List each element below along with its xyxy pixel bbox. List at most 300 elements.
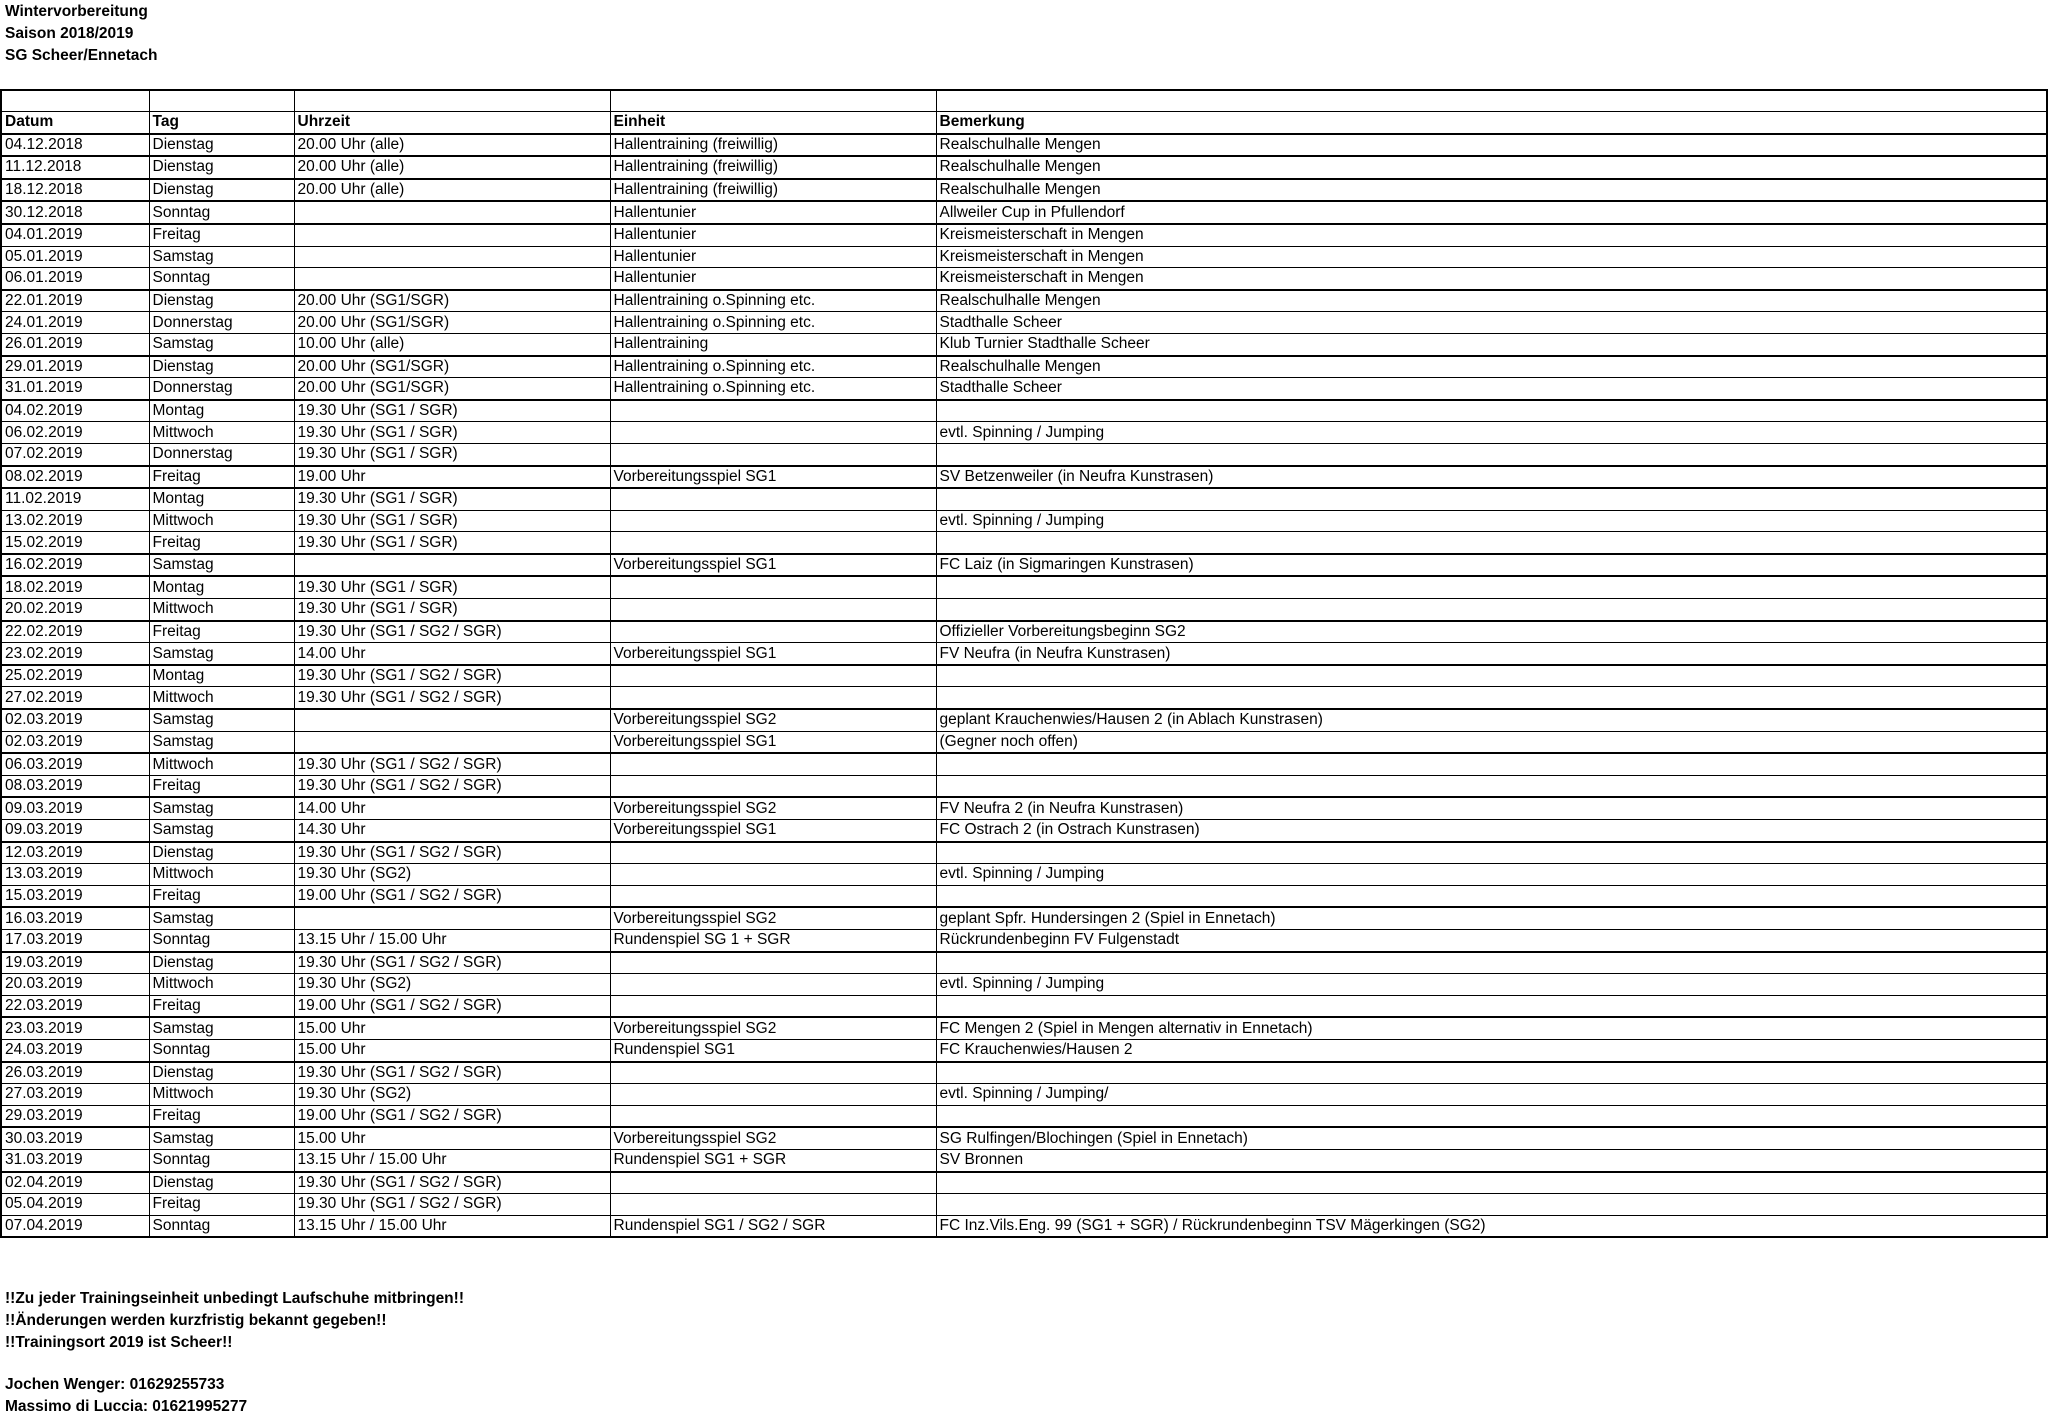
cell-datum: 04.02.2019 (1, 400, 149, 422)
cell-uhrzeit (294, 907, 610, 929)
cell-einheit (610, 974, 936, 996)
table-row (1, 665, 2047, 687)
cell-uhrzeit: 20.00 Uhr (SG1/SGR) (294, 312, 610, 334)
cell-einheit (610, 422, 936, 444)
cell-tag: Dienstag (149, 290, 294, 312)
cell-einheit: Hallentunier (610, 246, 936, 268)
cell-datum: 23.03.2019 (1, 1017, 149, 1039)
cell-tag: Montag (149, 488, 294, 510)
cell-uhrzeit: 19.30 Uhr (SG1 / SGR) (294, 576, 610, 598)
table-row (1, 179, 2047, 202)
cell-tag: Samstag (149, 554, 294, 577)
cell-uhrzeit (294, 246, 610, 268)
table-row (1, 1215, 2047, 1237)
cell-bemerkung (936, 665, 2047, 687)
cell-tag: Donnerstag (149, 443, 294, 465)
cell-datum: 23.02.2019 (1, 643, 149, 665)
cell-uhrzeit: 13.15 Uhr / 15.00 Uhr (294, 929, 610, 951)
table-row (1, 422, 2047, 444)
cell-datum: 18.12.2018 (1, 179, 149, 202)
cell-bemerkung: FV Neufra 2 (in Neufra Kunstrasen) (936, 797, 2047, 819)
document-title: Wintervorbereitung (5, 3, 148, 20)
cell-uhrzeit (294, 731, 610, 753)
cell-uhrzeit: 19.30 Uhr (SG1 / SGR) (294, 443, 610, 465)
cell-uhrzeit: 19.30 Uhr (SG1 / SGR) (294, 400, 610, 422)
cell-bemerkung (936, 599, 2047, 621)
cell-datum: 18.02.2019 (1, 576, 149, 598)
cell-datum: 29.01.2019 (1, 356, 149, 378)
cell-bemerkung: evtl. Spinning / Jumping (936, 864, 2047, 886)
cell-bemerkung: Realschulhalle Mengen (936, 134, 2047, 157)
cell-datum: 07.02.2019 (1, 443, 149, 465)
cell-einheit (610, 1172, 936, 1194)
cell-datum: 26.01.2019 (1, 333, 149, 355)
cell-tag: Samstag (149, 333, 294, 355)
cell-tag: Samstag (149, 907, 294, 929)
table-row (1, 907, 2047, 929)
cell-einheit: Vorbereitungsspiel SG1 (610, 731, 936, 753)
table-row (1, 510, 2047, 532)
table-row (1, 268, 2047, 290)
cell-tag: Dienstag (149, 134, 294, 157)
cell-bemerkung (936, 532, 2047, 554)
cell-bemerkung (936, 687, 2047, 709)
cell-einheit (610, 1062, 936, 1084)
cell-einheit: Vorbereitungsspiel SG2 (610, 1017, 936, 1039)
cell-bemerkung: FV Neufra (in Neufra Kunstrasen) (936, 643, 2047, 665)
cell-tag: Dienstag (149, 356, 294, 378)
cell-bemerkung: Stadthalle Scheer (936, 378, 2047, 400)
cell-uhrzeit: 10.00 Uhr (alle) (294, 333, 610, 355)
column-header-tag: Tag (149, 112, 294, 134)
cell-uhrzeit: 13.15 Uhr / 15.00 Uhr (294, 1215, 610, 1237)
table-row (1, 356, 2047, 378)
cell-uhrzeit: 19.30 Uhr (SG1 / SG2 / SGR) (294, 621, 610, 643)
cell-bemerkung: Kreismeisterschaft in Mengen (936, 224, 2047, 246)
cell-bemerkung: Allweiler Cup in Pfullendorf (936, 201, 2047, 224)
cell-uhrzeit: 14.30 Uhr (294, 820, 610, 842)
cell-einheit: Hallentraining (freiwillig) (610, 134, 936, 157)
cell-einheit (610, 995, 936, 1017)
cell-einheit (610, 1194, 936, 1216)
cell-tag: Samstag (149, 246, 294, 268)
cell-tag: Mittwoch (149, 753, 294, 775)
cell-bemerkung (936, 400, 2047, 422)
cell-einheit: Rundenspiel SG1 / SG2 / SGR (610, 1215, 936, 1237)
cell-einheit: Hallentraining (freiwillig) (610, 179, 936, 202)
cell-datum: 31.01.2019 (1, 378, 149, 400)
cell-uhrzeit: 15.00 Uhr (294, 1017, 610, 1039)
cell-uhrzeit: 19.00 Uhr (294, 466, 610, 489)
cell-uhrzeit: 19.30 Uhr (SG1 / SGR) (294, 488, 610, 510)
cell-datum: 06.01.2019 (1, 268, 149, 290)
table-row (1, 156, 2047, 179)
cell-bemerkung: evtl. Spinning / Jumping (936, 422, 2047, 444)
cell-bemerkung: Klub Turnier Stadthalle Scheer (936, 333, 2047, 355)
column-header-datum: Datum (1, 112, 149, 134)
cell-bemerkung: geplant Spfr. Hundersingen 2 (Spiel in Ennetach) (936, 907, 2047, 929)
cell-uhrzeit: 19.00 Uhr (SG1 / SG2 / SGR) (294, 885, 610, 907)
cell-tag: Dienstag (149, 952, 294, 974)
cell-tag: Mittwoch (149, 687, 294, 709)
table-row (1, 842, 2047, 864)
cell-uhrzeit: 20.00 Uhr (alle) (294, 156, 610, 179)
cell-tag: Freitag (149, 466, 294, 489)
contact-jochen-wenger: Jochen Wenger: 01629255733 (5, 1376, 225, 1393)
cell-datum: 05.04.2019 (1, 1194, 149, 1216)
cell-bemerkung (936, 576, 2047, 598)
cell-tag: Montag (149, 665, 294, 687)
cell-datum: 06.03.2019 (1, 753, 149, 775)
cell-datum: 11.12.2018 (1, 156, 149, 179)
table-row (1, 333, 2047, 355)
cell-einheit: Rundenspiel SG1 + SGR (610, 1149, 936, 1171)
table-row (1, 731, 2047, 753)
cell-datum: 09.03.2019 (1, 797, 149, 819)
cell-bemerkung: Realschulhalle Mengen (936, 179, 2047, 202)
table-row (1, 201, 2047, 224)
cell-uhrzeit: 19.30 Uhr (SG1 / SG2 / SGR) (294, 1062, 610, 1084)
cell-bemerkung (936, 1172, 2047, 1194)
cell-einheit (610, 488, 936, 510)
cell-uhrzeit: 19.30 Uhr (SG1 / SG2 / SGR) (294, 952, 610, 974)
cell-uhrzeit: 19.30 Uhr (SG1 / SG2 / SGR) (294, 753, 610, 775)
table-row (1, 621, 2047, 643)
table-row (1, 400, 2047, 422)
table-row (1, 488, 2047, 510)
cell-bemerkung: Realschulhalle Mengen (936, 356, 2047, 378)
column-header-uhrzeit: Uhrzeit (294, 112, 610, 134)
cell-tag: Mittwoch (149, 422, 294, 444)
table-row (1, 1127, 2047, 1149)
cell-bemerkung: Rückrundenbeginn FV Fulgenstadt (936, 929, 2047, 951)
cell-bemerkung: Kreismeisterschaft in Mengen (936, 246, 2047, 268)
cell-datum: 31.03.2019 (1, 1149, 149, 1171)
cell-uhrzeit: 19.30 Uhr (SG1 / SG2 / SGR) (294, 1194, 610, 1216)
cell-uhrzeit (294, 709, 610, 731)
contact-massimo-di-luccia: Massimo di Luccia: 01621995277 (5, 1398, 248, 1415)
cell-bemerkung (936, 842, 2047, 864)
table-row (1, 687, 2047, 709)
cell-uhrzeit (294, 268, 610, 290)
table-row (1, 599, 2047, 621)
column-header-einheit: Einheit (610, 112, 936, 134)
cell-einheit: Vorbereitungsspiel SG1 (610, 554, 936, 577)
cell-datum: 24.01.2019 (1, 312, 149, 334)
table-row (1, 1172, 2047, 1194)
cell-tag: Dienstag (149, 179, 294, 202)
table-row (1, 709, 2047, 731)
cell-einheit: Hallentraining o.Spinning etc. (610, 290, 936, 312)
team-label: SG Scheer/Ennetach (5, 47, 158, 64)
cell-tag: Sonntag (149, 1039, 294, 1061)
cell-bemerkung: geplant Krauchenwies/Hausen 2 (in Ablach Kunstrasen) (936, 709, 2047, 731)
cell-uhrzeit: 19.30 Uhr (SG2) (294, 974, 610, 996)
cell-einheit: Hallentunier (610, 268, 936, 290)
table-row (1, 1017, 2047, 1039)
cell-bemerkung: Realschulhalle Mengen (936, 156, 2047, 179)
cell-bemerkung (936, 1194, 2047, 1216)
cell-bemerkung: evtl. Spinning / Jumping (936, 974, 2047, 996)
cell-tag: Mittwoch (149, 864, 294, 886)
cell-tag: Mittwoch (149, 510, 294, 532)
cell-uhrzeit: 19.30 Uhr (SG2) (294, 864, 610, 886)
column-header-bemerkung: Bemerkung (936, 112, 2047, 134)
cell-uhrzeit: 20.00 Uhr (SG1/SGR) (294, 356, 610, 378)
cell-uhrzeit: 19.30 Uhr (SG1 / SGR) (294, 532, 610, 554)
cell-uhrzeit: 14.00 Uhr (294, 643, 610, 665)
cell-datum: 17.03.2019 (1, 929, 149, 951)
cell-einheit (610, 885, 936, 907)
schedule-body (1, 134, 2047, 1238)
cell-uhrzeit: 20.00 Uhr (SG1/SGR) (294, 290, 610, 312)
cell-bemerkung: evtl. Spinning / Jumping/ (936, 1084, 2047, 1106)
cell-bemerkung: Kreismeisterschaft in Mengen (936, 268, 2047, 290)
cell-bemerkung: FC Inz.Vils.Eng. 99 (SG1 + SGR) / Rückrundenbeginn TSV Mägerkingen (SG2) (936, 1215, 2047, 1237)
table-row (1, 995, 2047, 1017)
table-row (1, 246, 2047, 268)
cell-datum: 13.03.2019 (1, 864, 149, 886)
cell-datum: 13.02.2019 (1, 510, 149, 532)
cell-tag: Sonntag (149, 929, 294, 951)
table-row (1, 775, 2047, 797)
cell-bemerkung (936, 1062, 2047, 1084)
cell-einheit (610, 400, 936, 422)
cell-bemerkung: SV Bronnen (936, 1149, 2047, 1171)
cell-tag: Samstag (149, 1017, 294, 1039)
cell-bemerkung: FC Laiz (in Sigmaringen Kunstrasen) (936, 554, 2047, 577)
table-row (1, 576, 2047, 598)
cell-einheit (610, 864, 936, 886)
table-row (1, 134, 2047, 157)
table-row (1, 224, 2047, 246)
table-row (1, 1084, 2047, 1106)
cell-einheit (610, 510, 936, 532)
cell-einheit (610, 775, 936, 797)
cell-uhrzeit: 19.30 Uhr (SG1 / SG2 / SGR) (294, 687, 610, 709)
cell-datum: 04.01.2019 (1, 224, 149, 246)
cell-datum: 06.02.2019 (1, 422, 149, 444)
cell-tag: Samstag (149, 643, 294, 665)
cell-tag: Dienstag (149, 842, 294, 864)
cell-datum: 16.02.2019 (1, 554, 149, 577)
table-row (1, 1039, 2047, 1061)
cell-datum: 26.03.2019 (1, 1062, 149, 1084)
table-row (1, 1105, 2047, 1127)
cell-datum: 02.03.2019 (1, 709, 149, 731)
cell-tag: Freitag (149, 775, 294, 797)
cell-einheit: Vorbereitungsspiel SG2 (610, 797, 936, 819)
table-row (1, 532, 2047, 554)
cell-uhrzeit (294, 201, 610, 224)
cell-bemerkung (936, 885, 2047, 907)
cell-tag: Samstag (149, 797, 294, 819)
note-changes: !!Änderungen werden kurzfristig bekannt gegeben!! (5, 1312, 387, 1329)
cell-bemerkung (936, 952, 2047, 974)
cell-datum: 08.02.2019 (1, 466, 149, 489)
cell-tag: Freitag (149, 885, 294, 907)
cell-uhrzeit: 19.30 Uhr (SG1 / SGR) (294, 510, 610, 532)
cell-tag: Sonntag (149, 1149, 294, 1171)
cell-bemerkung (936, 488, 2047, 510)
table-row (1, 885, 2047, 907)
cell-tag: Mittwoch (149, 1084, 294, 1106)
cell-bemerkung (936, 753, 2047, 775)
cell-datum: 20.03.2019 (1, 974, 149, 996)
cell-datum: 11.02.2019 (1, 488, 149, 510)
cell-einheit: Vorbereitungsspiel SG1 (610, 643, 936, 665)
cell-uhrzeit: 15.00 Uhr (294, 1127, 610, 1149)
cell-bemerkung: SG Rulfingen/Blochingen (Spiel in Ennetach) (936, 1127, 2047, 1149)
cell-bemerkung (936, 1105, 2047, 1127)
cell-einheit: Hallentraining o.Spinning etc. (610, 378, 936, 400)
cell-uhrzeit (294, 554, 610, 577)
cell-uhrzeit: 20.00 Uhr (alle) (294, 134, 610, 157)
header-row (1, 112, 2047, 134)
cell-einheit (610, 665, 936, 687)
cell-tag: Donnerstag (149, 378, 294, 400)
cell-einheit: Hallentraining (freiwillig) (610, 156, 936, 179)
cell-uhrzeit: 19.30 Uhr (SG1 / SGR) (294, 599, 610, 621)
cell-bemerkung (936, 443, 2047, 465)
cell-uhrzeit: 13.15 Uhr / 15.00 Uhr (294, 1149, 610, 1171)
cell-datum: 20.02.2019 (1, 599, 149, 621)
cell-tag: Mittwoch (149, 599, 294, 621)
cell-bemerkung: (Gegner noch offen) (936, 731, 2047, 753)
cell-datum: 22.03.2019 (1, 995, 149, 1017)
cell-datum: 22.02.2019 (1, 621, 149, 643)
table-row (1, 554, 2047, 577)
cell-einheit (610, 532, 936, 554)
spacer-row (1, 90, 2047, 112)
cell-uhrzeit: 15.00 Uhr (294, 1039, 610, 1061)
cell-tag: Freitag (149, 621, 294, 643)
table-row (1, 974, 2047, 996)
table-row (1, 1062, 2047, 1084)
cell-datum: 29.03.2019 (1, 1105, 149, 1127)
cell-datum: 25.02.2019 (1, 665, 149, 687)
cell-datum: 22.01.2019 (1, 290, 149, 312)
cell-tag: Mittwoch (149, 974, 294, 996)
cell-tag: Samstag (149, 820, 294, 842)
cell-bemerkung: Stadthalle Scheer (936, 312, 2047, 334)
cell-tag: Dienstag (149, 156, 294, 179)
cell-tag: Samstag (149, 731, 294, 753)
table-row (1, 864, 2047, 886)
cell-bemerkung: FC Krauchenwies/Hausen 2 (936, 1039, 2047, 1061)
cell-uhrzeit: 19.30 Uhr (SG1 / SG2 / SGR) (294, 1172, 610, 1194)
cell-datum: 07.04.2019 (1, 1215, 149, 1237)
cell-einheit: Hallentunier (610, 224, 936, 246)
cell-einheit (610, 621, 936, 643)
cell-tag: Freitag (149, 995, 294, 1017)
cell-einheit (610, 753, 936, 775)
cell-einheit (610, 1084, 936, 1106)
season-label: Saison 2018/2019 (5, 25, 134, 42)
cell-bemerkung: Offizieller Vorbereitungsbeginn SG2 (936, 621, 2047, 643)
cell-uhrzeit (294, 224, 610, 246)
table-row (1, 753, 2047, 775)
cell-uhrzeit: 19.30 Uhr (SG1 / SG2 / SGR) (294, 665, 610, 687)
cell-einheit: Vorbereitungsspiel SG2 (610, 907, 936, 929)
cell-datum: 16.03.2019 (1, 907, 149, 929)
cell-datum: 08.03.2019 (1, 775, 149, 797)
cell-einheit: Hallentunier (610, 201, 936, 224)
table-row (1, 443, 2047, 465)
cell-einheit (610, 1105, 936, 1127)
cell-tag: Freitag (149, 532, 294, 554)
cell-bemerkung: FC Ostrach 2 (in Ostrach Kunstrasen) (936, 820, 2047, 842)
cell-datum: 27.03.2019 (1, 1084, 149, 1106)
cell-datum: 15.02.2019 (1, 532, 149, 554)
table-row (1, 290, 2047, 312)
cell-datum: 24.03.2019 (1, 1039, 149, 1061)
table-row (1, 952, 2047, 974)
cell-einheit: Vorbereitungsspiel SG2 (610, 1127, 936, 1149)
cell-einheit: Vorbereitungsspiel SG1 (610, 820, 936, 842)
note-running-shoes: !!Zu jeder Trainingseinheit unbedingt Laufschuhe mitbringen!! (5, 1290, 464, 1307)
table-row (1, 797, 2047, 819)
cell-datum: 04.12.2018 (1, 134, 149, 157)
cell-einheit: Hallentraining o.Spinning etc. (610, 312, 936, 334)
cell-datum: 19.03.2019 (1, 952, 149, 974)
schedule-table (0, 89, 2048, 1238)
cell-einheit (610, 599, 936, 621)
cell-uhrzeit: 19.30 Uhr (SG2) (294, 1084, 610, 1106)
table-row (1, 643, 2047, 665)
cell-datum: 09.03.2019 (1, 820, 149, 842)
cell-tag: Montag (149, 576, 294, 598)
cell-tag: Sonntag (149, 268, 294, 290)
cell-tag: Donnerstag (149, 312, 294, 334)
table-row (1, 378, 2047, 400)
cell-uhrzeit: 19.30 Uhr (SG1 / SG2 / SGR) (294, 775, 610, 797)
table-row (1, 1194, 2047, 1216)
cell-tag: Samstag (149, 709, 294, 731)
cell-tag: Sonntag (149, 201, 294, 224)
cell-tag: Freitag (149, 1105, 294, 1127)
cell-datum: 05.01.2019 (1, 246, 149, 268)
cell-datum: 30.12.2018 (1, 201, 149, 224)
cell-tag: Dienstag (149, 1062, 294, 1084)
cell-tag: Freitag (149, 1194, 294, 1216)
cell-einheit (610, 687, 936, 709)
cell-tag: Dienstag (149, 1172, 294, 1194)
cell-einheit: Vorbereitungsspiel SG1 (610, 466, 936, 489)
cell-einheit: Rundenspiel SG1 (610, 1039, 936, 1061)
cell-bemerkung: SV Betzenweiler (in Neufra Kunstrasen) (936, 466, 2047, 489)
cell-uhrzeit: 19.00 Uhr (SG1 / SG2 / SGR) (294, 995, 610, 1017)
cell-datum: 15.03.2019 (1, 885, 149, 907)
cell-uhrzeit: 19.30 Uhr (SG1 / SG2 / SGR) (294, 842, 610, 864)
note-location: !!Trainingsort 2019 ist Scheer!! (5, 1334, 233, 1351)
cell-einheit: Rundenspiel SG 1 + SGR (610, 929, 936, 951)
cell-einheit (610, 576, 936, 598)
cell-tag: Samstag (149, 1127, 294, 1149)
cell-uhrzeit: 19.30 Uhr (SG1 / SGR) (294, 422, 610, 444)
cell-datum: 27.02.2019 (1, 687, 149, 709)
cell-uhrzeit: 20.00 Uhr (SG1/SGR) (294, 378, 610, 400)
cell-einheit (610, 443, 936, 465)
cell-datum: 30.03.2019 (1, 1127, 149, 1149)
cell-bemerkung: FC Mengen 2 (Spiel in Mengen alternativ in Ennetach) (936, 1017, 2047, 1039)
cell-uhrzeit: 14.00 Uhr (294, 797, 610, 819)
cell-bemerkung (936, 995, 2047, 1017)
cell-tag: Montag (149, 400, 294, 422)
document-header (5, 1, 157, 67)
table-row (1, 1149, 2047, 1171)
cell-datum: 02.03.2019 (1, 731, 149, 753)
